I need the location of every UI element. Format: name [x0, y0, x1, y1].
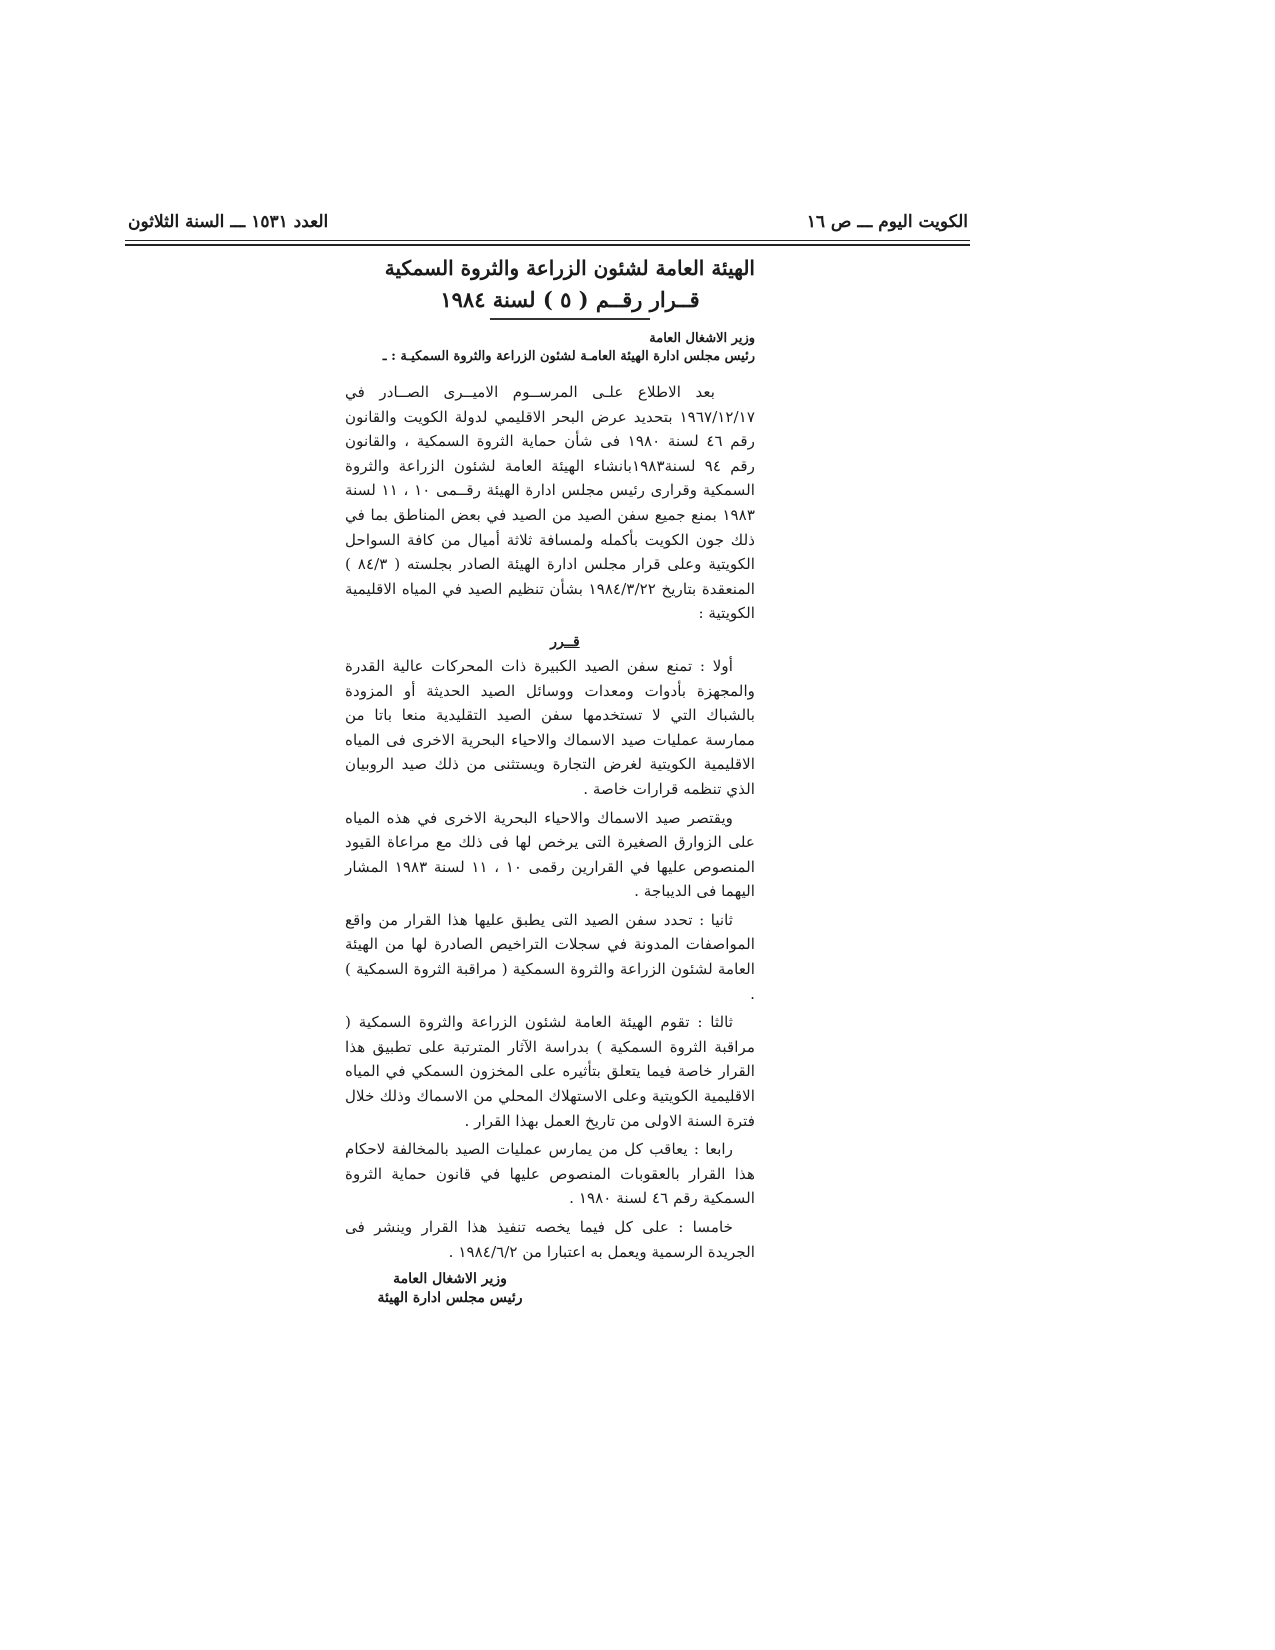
issuer-line: وزير الاشغال العامة: [649, 331, 755, 346]
agency-title: الهيئة العامة لشئون الزراعة والثروة السمكية: [384, 256, 755, 280]
clause-paragraph: ويقتصر صيد الاسماك والاحياء البحرية الاخرى في هذه المياه على الزوارق الصغيرة التى يرخص لها فى ذلك مع مراعاة القيود المنصوص عليها في القرارين رقمى ١٠ ، ١١ لسنة ١٩٨٣ المشار اليهما فى الديباجة .: [345, 808, 756, 901]
signature-line: رئيس مجلس ادارة الهيئة: [377, 1290, 523, 1307]
header-divider: [125, 240, 970, 241]
clause-paragraph: ثانيا : تحدد سفن الصيد التى يطبق عليها هذا القرار من واقع المواصفات المدونة في سجلات التراخيص الصادرة لها من الهيئة العامة لشئون الزراعة والثروة السمكية ( مراقبة الثروة السمكية ) .: [345, 910, 755, 1003]
clause-paragraph: رابعا : يعاقب كل من يمارس عمليات الصيد بالمخالفة لاحكام هذا القرار بالعقوبات المنصوص عليها في قانون حماية الثروة السمكية رقم ٤٦ لسنة ١٩٨٠ .: [345, 1140, 755, 1208]
preamble-paragraph: بعد الاطلاع علـى المرســوم الاميــرى الصــادر في ١٩٦٧/١٢/١٧ بتحديد عرض البحر الاقليمي لدولة الكويت والقانون رقم ٤٦ لسنة ١٩٨٠ فى شأن حماية الثروة السمكية ، والقانون رقم ٩٤ لسنة١٩٨٣بانشاء الهيئة العامة لشئون الزراعة والثروة السمكية وقرارى رئيس مجلس ادارة الهيئة رقــمى ١٠ ، ١١ لسنة ١٩٨٣ بمنع جميع سفن الصيد من الصيد في بعض المناطق بما في ذلك جون الكويت بأكمله ولمسافة ثلاثة أميال من كافة السواحل الكويتية وعلى قرار مجلس ادارة الهيئة الصادر بجلسته ( ٨٤/٣ ) المنعقدة بتاريخ ١٩٨٤/٣/٢٢ بشأن تنظيم الصيد في المياه الاقليمية الكويتية :: [345, 383, 756, 623]
clause-paragraph: خامسا : على كل فيما يخصه تنفيذ هذا القرار وينشر فى الجريدة الرسمية ويعمل به اعتبارا من ١٩٨٤/٦/٢ .: [345, 1218, 755, 1261]
decision-title: قــرار رقــم ( ٥ ) لسنة ١٩٨٤: [440, 287, 700, 312]
issuer-block: [345, 330, 755, 366]
header-publication-page: الكويت اليوم ـــ ص ١٦: [806, 212, 968, 232]
signature-line: وزير الاشغال العامة: [393, 1271, 507, 1288]
decision-article: [345, 252, 755, 1308]
clause-paragraph: أولا : تمنع سفن الصيد الكبيرة ذات المحركات عالية القدرة والمجهزة بأدوات ومعدات ووسائل الصيد الحديثة أو المزودة بالشباك التي لا تستخدمها سفن الصيد التقليدية منعا باتا من ممارسة عمليات صيد الاسماك والاحياء البحرية الاخرى فى المياه الاقليمية الكويتية لغرض التجارة ويستثنى من ذلك صيد الروبيان الذي تنظمه قرارات خاصة .: [345, 656, 755, 798]
title-underline: [490, 318, 650, 320]
header-divider-thick: [125, 244, 970, 246]
running-header: [128, 210, 968, 238]
signature-block: [345, 1270, 755, 1308]
header-issue-year: العدد ١٥٣١ ـــ السنة الثلاثون: [128, 212, 329, 232]
clause-paragraph: ثالثا : تقوم الهيئة العامة لشئون الزراعة والثروة السمكية ( مراقبة الثروة السمكية ) بدراسة الآثار المترتبة على تطبيق هذا القرار خاصة فيما يتعلق بتأثيره على المخزون السمكي في المياه الاقليمية الكويتية وعلى الاستهلاك المحلي من الاسماك وذلك خلال فترة السنة الاولى من تاريخ العمل بهذا القرار .: [345, 1013, 755, 1130]
decides-heading: قــرر: [550, 633, 580, 650]
issuer-line: رئيس مجلس ادارة الهيئة العامـة لشئون الزراعة والثروة السمكيـة : ـ: [382, 349, 755, 364]
